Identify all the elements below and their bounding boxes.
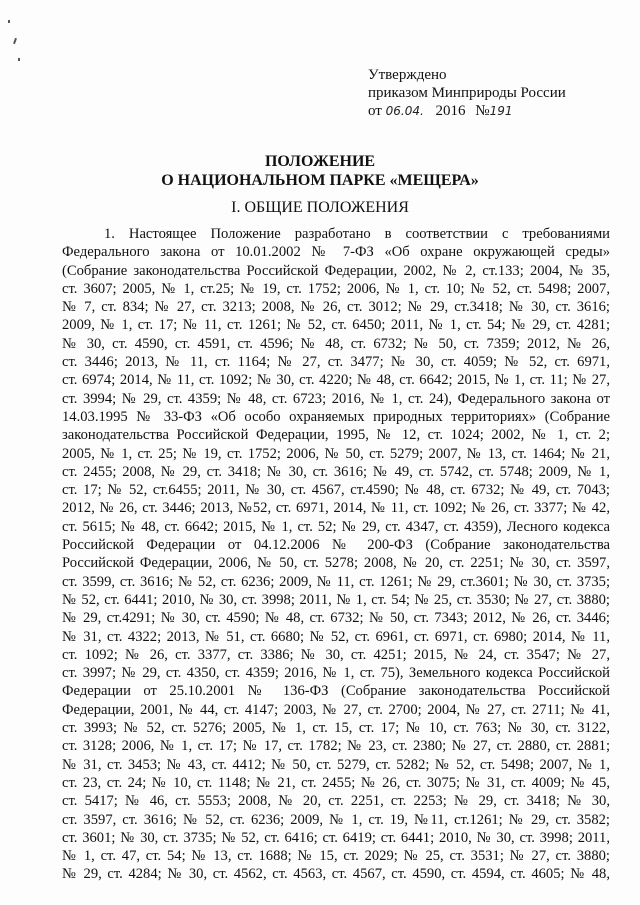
body-line: ст. 3607; 2005, № 1, ст.25; № 19, ст. 1752; 2006, № 1, ст. 10; № 52, ст. 5498; 2007, [62, 280, 610, 297]
body-line: № 31, ст. 3453; № 43, ст. 4412; № 50, ст. 5279, ст. 5282; № 52, ст. 5498; 2007, № 1, [62, 756, 610, 773]
body-line: ст. 17; № 52, ст.6455; 2011, № 30, ст. 4567, ст.4590; № 48, ст. 6732; № 49, ст. 7043; [62, 482, 610, 499]
date-prefix: от [368, 103, 382, 119]
handwritten-date: 06.04. [385, 104, 424, 118]
body-line: ст. 2455; 2008, № 29, ст. 3418; № 30, ст. 3616; № 49, ст. 5742, ст. 5748; 2009, № 1, [62, 463, 610, 480]
handwritten-order-number: 191 [489, 104, 513, 118]
body-line: 1. Настоящее Положение разработано в соответствии с требованиями [104, 226, 610, 242]
body-line: ст. 3128; 2006, № 1, ст. 17; № 17, ст. 1782; № 23, ст. 2380; № 27, ст. 2880, ст. 2881; [62, 738, 610, 755]
body-line: ст. 1092; № 26, ст. 3377, ст. 3386; № 30, ст. 4251; 2015, № 24, ст. 3547; № 27, [62, 646, 610, 663]
body-line: № 52, ст. 6441; 2010, № 30, ст. 3998; 2011, № 1, ст. 54; № 25, ст. 3530; № 27, ст. 3880; [62, 591, 610, 608]
body-line: ст. 3994; № 29, ст. 4359; № 48, ст. 6723; 2016, № 1, ст. 24), Федерального закона от [62, 390, 610, 407]
scan-speck [8, 20, 10, 23]
title-line: ПОЛОЖЕНИЕ [264, 153, 376, 170]
approval-line: приказом Минприроды России [368, 85, 566, 101]
body-line: № 29, ст. 4284; № 30, ст. 4562, ст. 4563, ст. 4567, ст. 4590, ст. 4594, ст. 4605; № 48, [62, 866, 610, 883]
scan-speck [18, 58, 20, 61]
body-line: ст. 6974; 2014, № 11, ст. 1092; № 30, ст. 4220; № 48, ст. 6642; 2015, № 1, ст. 11; № 27, [62, 372, 610, 389]
body-line: № 29, ст.4291; № 30, ст. 4590; № 48, ст. 6732; № 50, ст. 7343; 2012, № 26, ст. 3446; [62, 610, 610, 627]
body-line: законодательства Российской Федерации, 1995, № 12, ст. 1024; 2002, № 1, ст. 2; [62, 427, 610, 444]
number-sign: № [475, 103, 490, 119]
approval-date-line [368, 102, 628, 120]
section-heading: I. ОБЩИЕ ПОЛОЖЕНИЯ [231, 199, 409, 216]
title-line: О НАЦИОНАЛЬНОМ ПАРКЕ «МЕЩЕРА» [161, 172, 479, 189]
body-paragraph [62, 225, 610, 884]
body-line: № 30, ст. 4590, ст. 4591, ст. 4596; № 48, ст. 6732; № 50, ст. 7359; 2012, № 26, [62, 335, 610, 352]
scan-speck [13, 38, 17, 44]
body-line: ст. 3446; 2013, № 11, ст. 1164; № 27, ст. 3477; № 30, ст. 4059; № 52, ст. 6971, [62, 354, 610, 371]
body-line: 14.03.1995 № 33-ФЗ «Об особо охраняемых природных территориях» (Собрание [62, 408, 610, 425]
body-line: ст. 5615; № 48, ст. 6642; 2015, № 1, ст. 52; № 29, ст. 4347, ст. 4359), Лесного кодекса [62, 518, 610, 535]
body-line: 2009, № 1, ст. 17; № 11, ст. 1261; № 52, ст. 6450; 2011, № 1, ст. 54; № 29, ст. 4281; [62, 317, 610, 334]
body-line: № 1, ст. 47, ст. 54; № 13, ст. 1688; № 15, ст. 2029; № 25, ст. 3531; № 27, ст. 3880; [62, 848, 610, 865]
body-line: ст. 3993; № 52, ст. 5276; 2005, № 1, ст. 15, ст. 17; № 10, ст. 763; № 30, ст. 3122, [62, 720, 610, 737]
body-line: № 7, ст. 834; № 27, ст. 3213; 2008, № 26, ст. 3012; № 29, ст.3418; № 30, ст. 3616; [62, 299, 610, 316]
body-line: 2012, № 26, ст. 3446; 2013, №52, ст. 6971, 2014, № 11, ст. 1092; № 26, ст. 3377; № 42, [62, 500, 610, 517]
body-line: ст. 3597, ст. 3616; № 52, ст. 6236; 2009, № 1, ст. 19, №11, ст.1261; № 29, ст. 3582; [62, 811, 610, 828]
body-line: ст. 3599, ст. 3616; № 52, ст. 6236; 2009, № 11, ст. 1261; № 29, ст.3601; № 30, ст. 3735; [62, 573, 610, 590]
body-line: ст. 23, ст. 24; № 10, ст. 1148; № 21, ст. 2455; № 26, ст. 3075; № 31, ст. 4009; № 45, [62, 774, 610, 791]
body-line: № 31, ст. 4322; 2013, № 51, ст. 6680; № 52, ст. 6961, ст. 6971, ст. 6980; 2014, № 11, [62, 628, 610, 645]
body-line: 2005, № 1, ст. 25; № 19, ст. 1752; 2006, № 50, ст. 5279; 2007, № 13, ст. 1464; № 21, [62, 445, 610, 462]
body-line: (Собрание законодательства Российской Федерации, 2002, № 2, ст.133; 2004, № 35, [62, 262, 610, 279]
body-line: Федерального закона от 10.01.2002 № 7-ФЗ «Об охране окружающей среды» [62, 244, 610, 261]
body-line: ст. 3997; № 29, ст. 4350, ст. 4359; 2016, № 1, ст. 75), Земельного кодекса Российской [62, 665, 610, 682]
body-line: ст. 3601; № 30, ст. 3735; № 52, ст. 6416; ст. 6419; ст. 6441; 2010, № 30, ст. 3998; 2011, [62, 829, 610, 846]
body-line: Российской Федерации, 2006, № 50, ст. 5278; 2008, № 20, ст. 2251; № 30, ст. 3597, [62, 555, 610, 572]
approval-year: 2016 [435, 103, 466, 119]
document-title [0, 152, 640, 190]
approval-line: Утверждено [368, 67, 447, 83]
approval-stamp-block [368, 66, 628, 120]
body-line: Федерации, 2001, № 44, ст. 4147; 2003, № 27, ст. 2700; 2004, № 27, ст. 2711; № 41, [62, 701, 610, 718]
body-line: ст. 5417; № 46, ст. 5553; 2008, № 20, ст. 2251, ст. 2253; № 29, ст. 3418; № 30, [62, 793, 610, 810]
body-line: Российской Федерации от 04.12.2006 № 200-ФЗ (Собрание законодательства [62, 537, 610, 554]
body-line: Федерации от 25.10.2001 № 136-ФЗ (Собрание законодательства Российской [62, 683, 610, 700]
